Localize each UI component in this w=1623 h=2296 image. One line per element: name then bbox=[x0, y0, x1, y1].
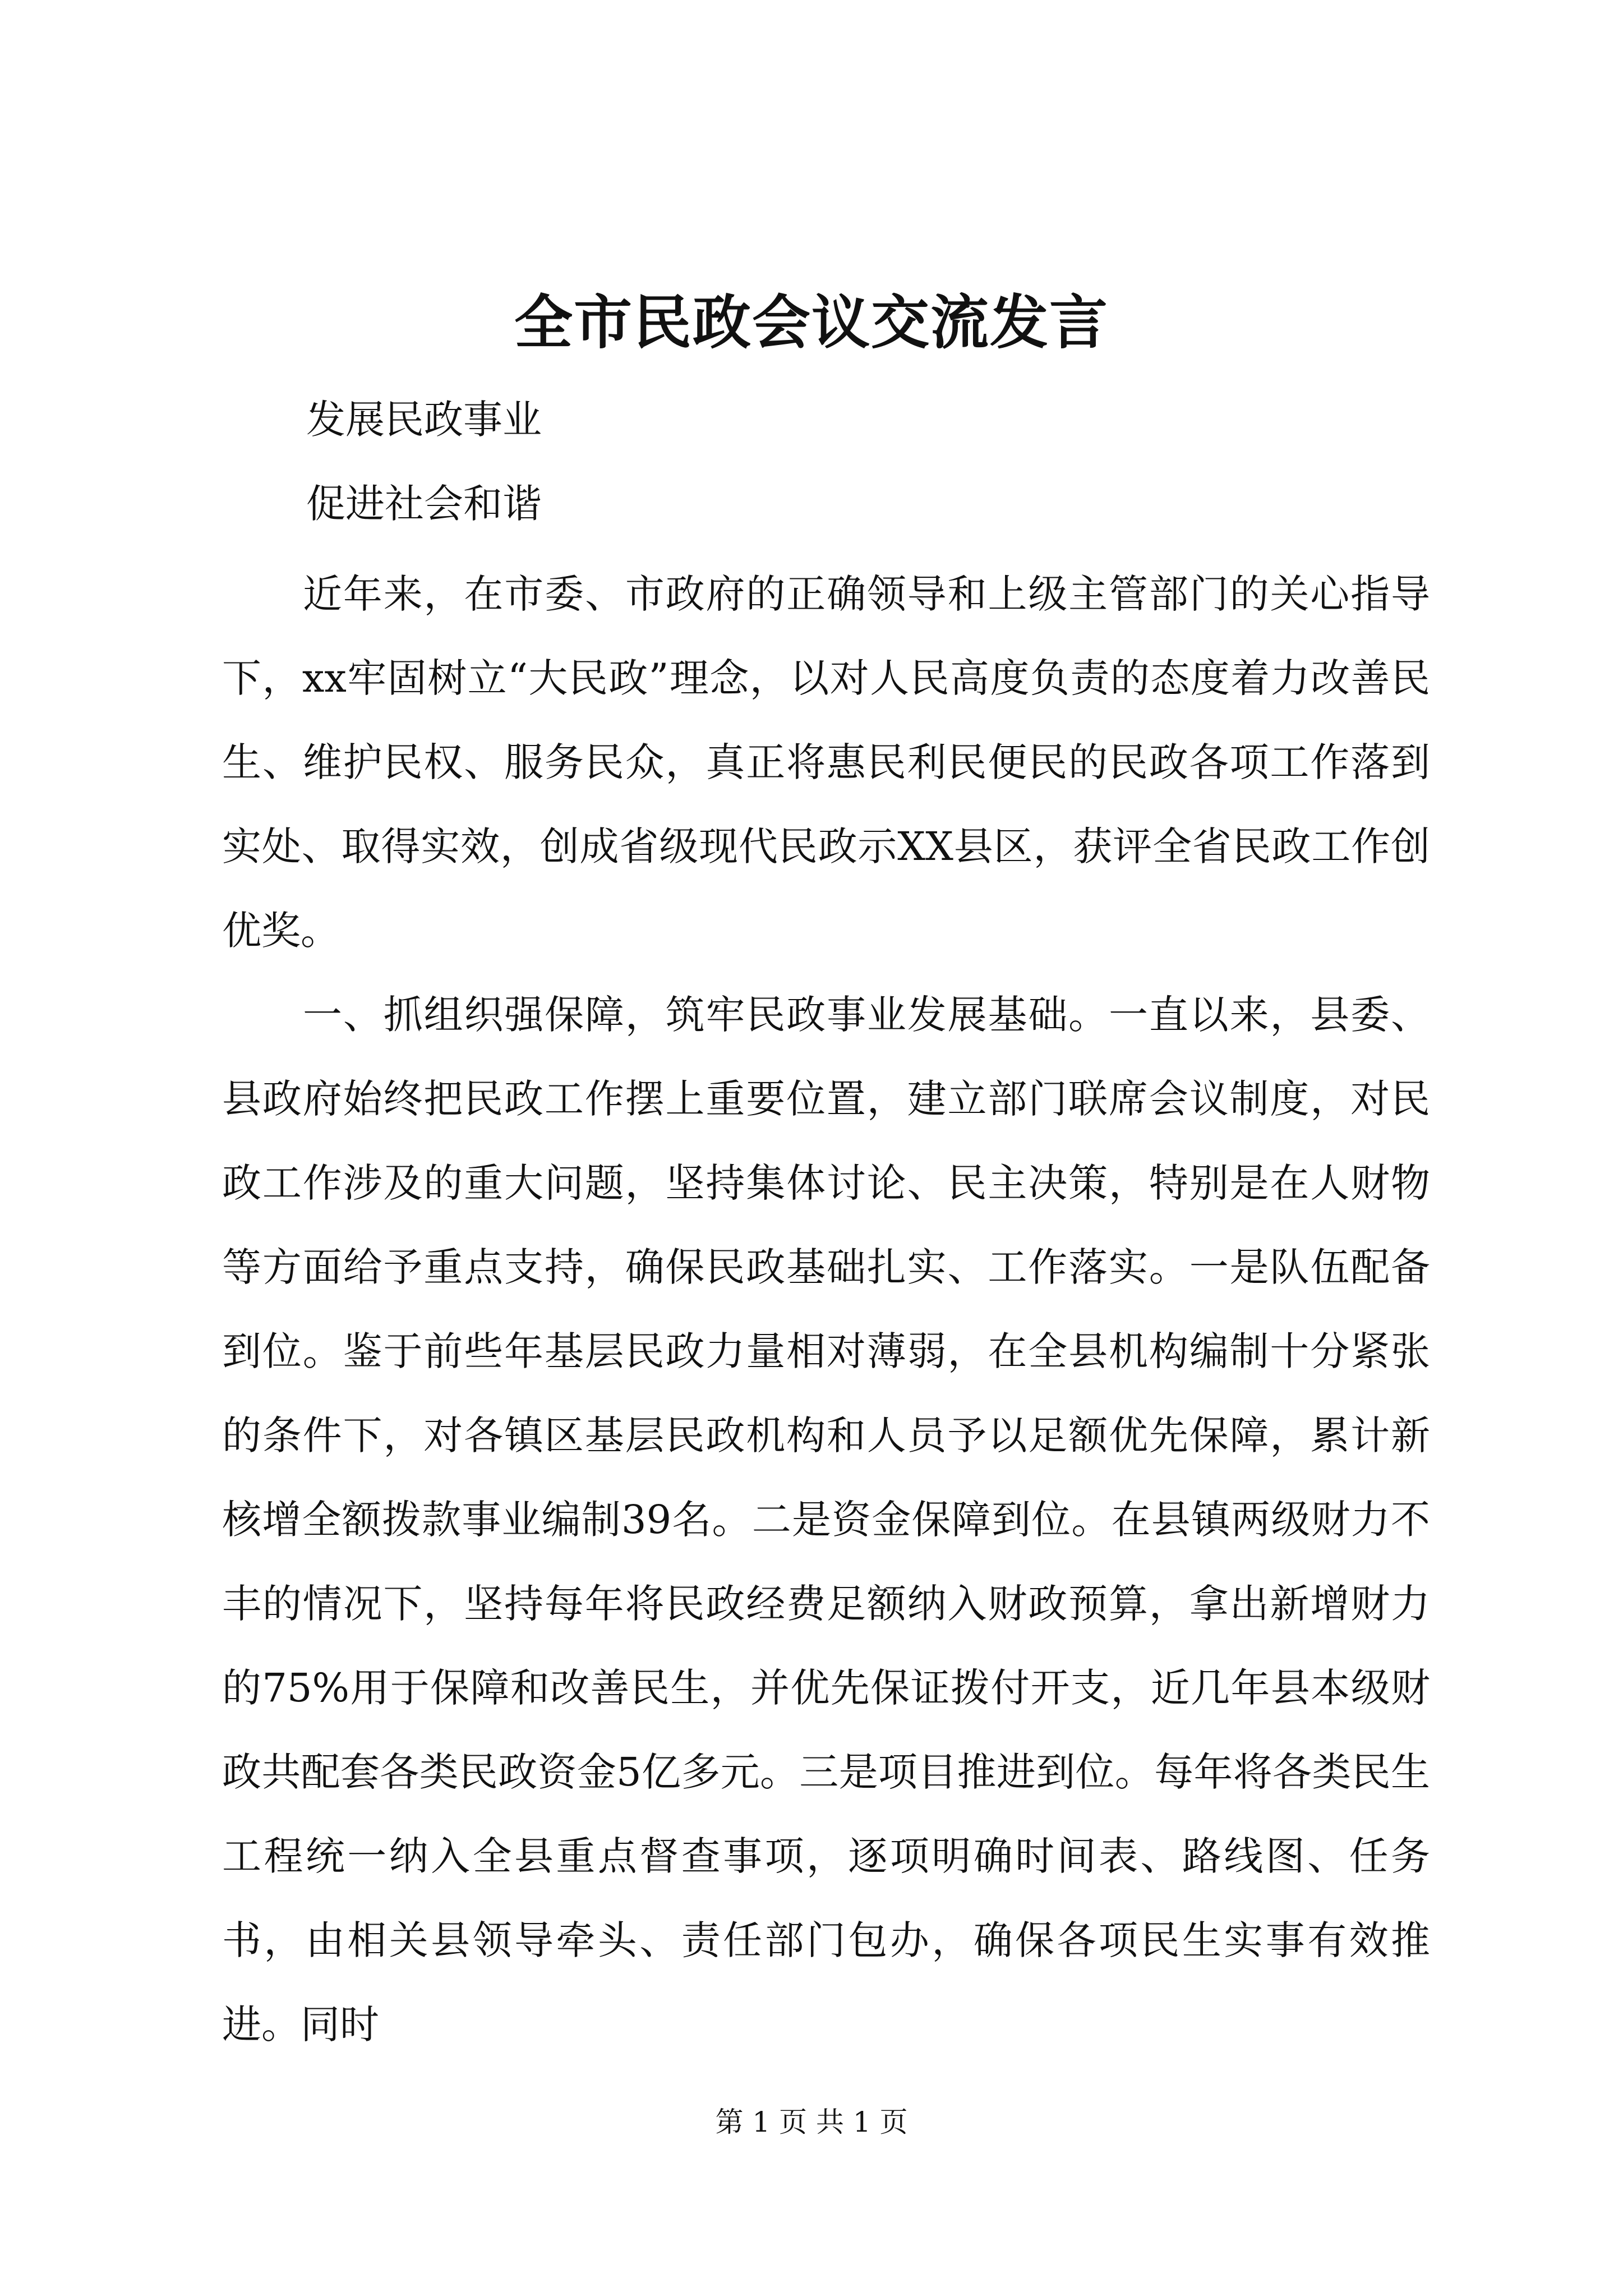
paragraph-section-one: 一、抓组织强保障，筑牢民政事业发展基础。一直以来，县委、县政府始终把民政工作摆上重要位置，建立部门联席会议制度，对民政工作涉及的重大问题，坚持集体讨论、民主决策，特别是在人财物等方面给予重点支持，确保民政基础扎实、工作落实。一是队伍配备到位。鉴于前些年基层民政力量相对薄弱，在全县机构编制十分紧张的条件下，对各镇区基层民政机构和人员予以足额优先保障，累计新核增全额拨款事业编制39名。二是资金保障到位。在县镇两级财力不丰的情况下，坚持每年将民政经费足额纳入财政预算，拿出新增财力的75%用于保障和改善民生，并优先保证拨付开支，近几年县本级财政共配套各类民政资金5亿多元。三是项目推进到位。每年将各类民生工程统一纳入全县重点督查事项，逐项明确时间表、路线图、任务书，由相关县领导牵头、责任部门包办，确保各项民生实事有效推进。同时 bbox=[222, 992, 1430, 2047]
document-title: 全市民政会议交流发言 bbox=[514, 288, 1109, 357]
page-footer: 第 1 页 共 1 页 bbox=[715, 2106, 908, 2138]
document-body bbox=[222, 552, 1430, 2067]
subheading-1: 发展民政事业 bbox=[306, 397, 542, 443]
paragraph-intro: 近年来，在市委、市政府的正确领导和上级主管部门的关心指导下，xx牢固树立“大民政”理念，以对人民高度负责的态度着力改善民生、维护民权、服务民众，真正将惠民利民便民的民政各项工作落到实处、取得实效，创成省级现代民政示XX县区，获评全省民政工作创优奖。 bbox=[222, 571, 1430, 954]
subheading-2: 促进社会和谐 bbox=[306, 481, 542, 527]
